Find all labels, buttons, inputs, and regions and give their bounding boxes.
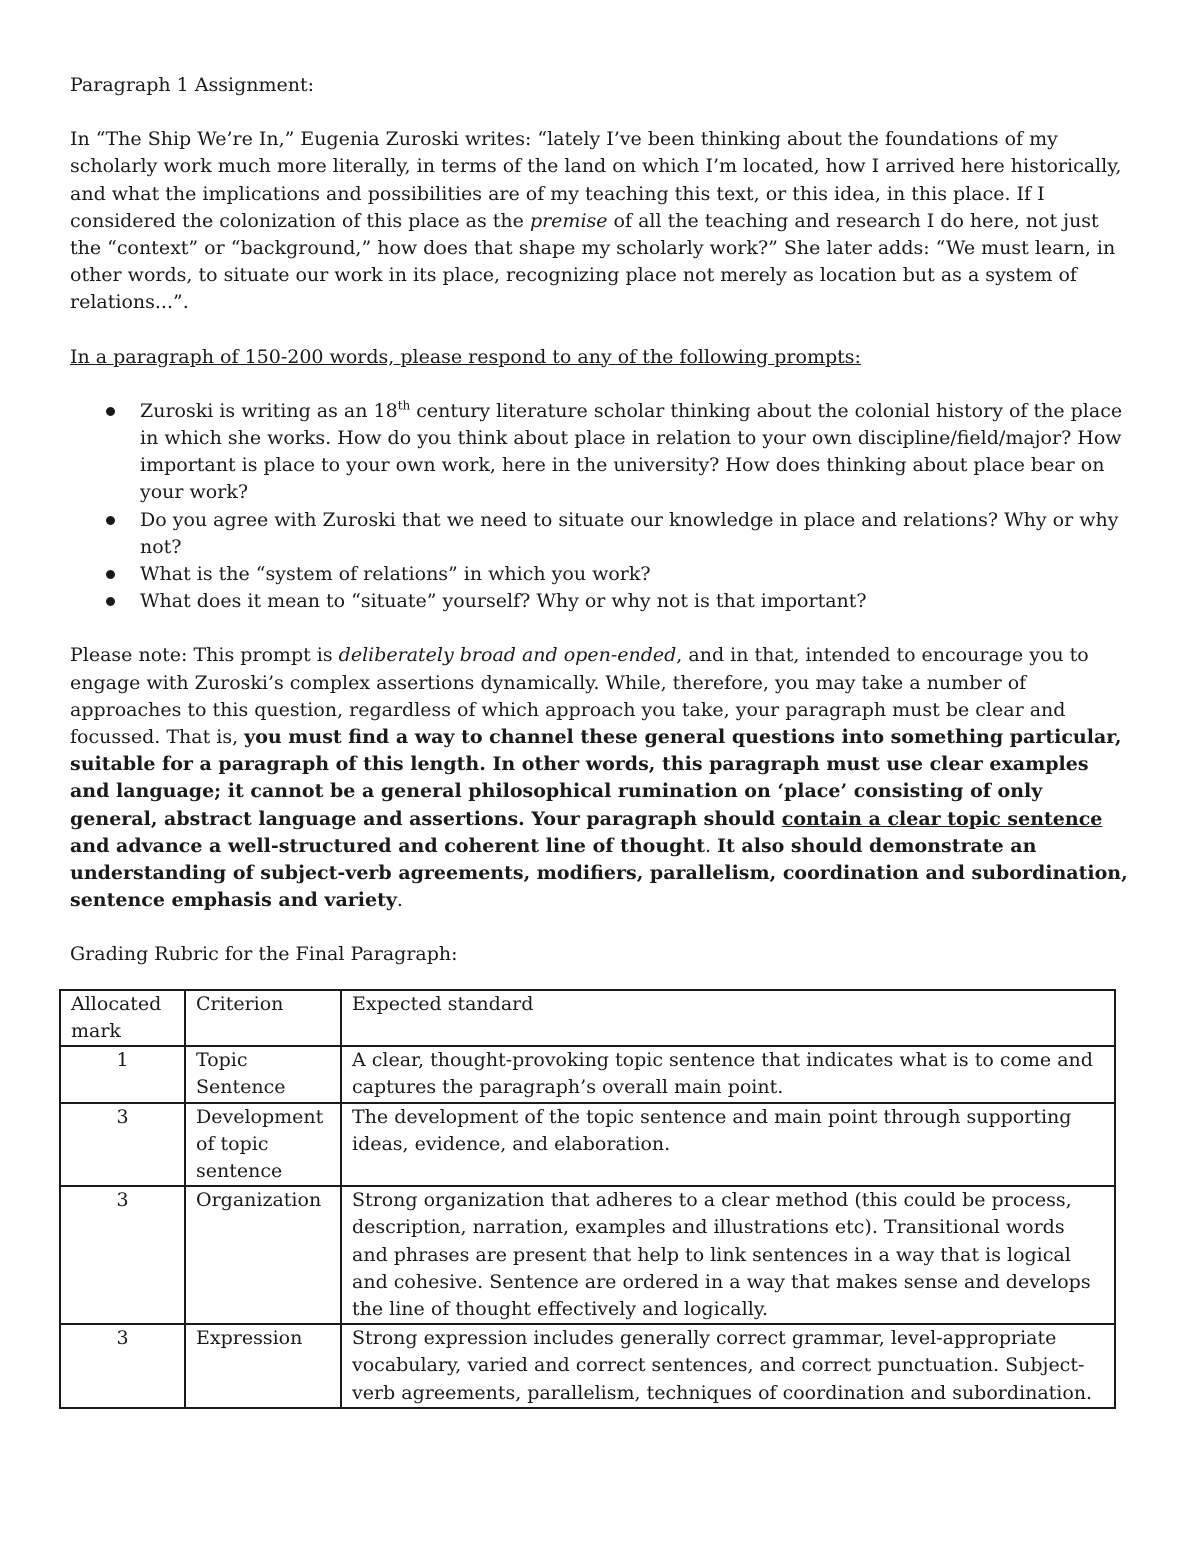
header-criterion: Criterion xyxy=(185,990,341,1046)
header-allocated-mark: Allocated mark xyxy=(60,990,185,1046)
rubric-criterion: Expression xyxy=(185,1324,341,1408)
rubric-standard: A clear, thought-provoking topic sentence that indicates what is to come and captures the paragraph’s overall main point. xyxy=(341,1046,1115,1102)
prompt-item xyxy=(140,561,1130,588)
header-expected-standard: Expected standard xyxy=(341,990,1115,1046)
rubric-row xyxy=(60,1324,1115,1408)
rubric-row xyxy=(60,1046,1115,1102)
rubric-criterion: Topic Sentence xyxy=(185,1046,341,1102)
bullet-icon xyxy=(106,407,115,416)
note-text-3: . xyxy=(705,834,718,857)
rubric-row xyxy=(60,1186,1115,1324)
prompt-1-text-b: century literature scholar thinking about the colonial history of the place in which she works. How do you think about place in relation to your own discipline/field/major? How important is place to your own work, here in the university? How does thinking about place bear on your work? xyxy=(140,399,1123,504)
rubric-header-row xyxy=(60,990,1115,1046)
rubric-standard: The development of the topic sentence and main point through supporting ideas, evidence, and elaboration. xyxy=(341,1103,1115,1187)
bullet-icon xyxy=(106,597,115,606)
note-italic: deliberately broad and open-ended xyxy=(338,644,677,667)
intro-text-2: of all the teaching and research I do here, not just the “context” or “background,” how does that shape my scholarly work?” She later adds: “We must learn, in other words, to situate our work in its place, recognizing place not merely as location but as a system of relations...”. xyxy=(70,209,1116,314)
prompt-4-text: What does it mean to “situate” yourself? Why or why not is that important? xyxy=(140,590,867,613)
rubric-mark: 1 xyxy=(60,1046,185,1102)
note-text-1: Please note: This prompt is xyxy=(70,644,339,667)
assignment-title: Paragraph 1 Assignment: xyxy=(70,74,315,96)
rubric-criterion: Development of topic sentence xyxy=(185,1103,341,1187)
rubric-mark: 3 xyxy=(60,1103,185,1187)
bullet-icon xyxy=(106,570,115,579)
rubric-table xyxy=(59,989,1116,1409)
prompt-item xyxy=(140,507,1130,561)
prompt-1-superscript: th xyxy=(397,398,411,413)
prompt-item xyxy=(140,588,1130,615)
rubric-mark: 3 xyxy=(60,1324,185,1408)
bullet-icon xyxy=(106,516,115,525)
prompt-2-text: Do you agree with Zuroski that we need to situate our knowledge in place and relations? Why or why not? xyxy=(140,508,1119,558)
note-bold-2: and advance a well-structured and coherent line of thought xyxy=(70,834,706,857)
note-bold-1: you must find a way to channel these general questions into something particular, suitable for a paragraph of this length. In other words, this paragraph must use clear examples and language; it cannot be a general philosophical rumination on ‘place’ consisting of only general, abstract language and assertions. Your paragraph should xyxy=(70,726,1122,830)
prompt-3-text: What is the “system of relations” in which you work? xyxy=(140,563,651,586)
rubric-row xyxy=(60,1103,1115,1187)
note-bold-3: It also should demonstrate an understanding of subject-verb agreements, modifiers, parallelism, coordination and subordination, sentence emphasis and variety xyxy=(70,834,1128,912)
intro-paragraph xyxy=(70,126,1130,316)
rubric-heading: Grading Rubric for the Final Paragraph: xyxy=(70,943,458,966)
rubric-standard: Strong organization that adheres to a clear method (this could be process, description, narration, examples and illustrations etc). Transitional words and phrases are present that help to link sentences in a way that is logical and cohesive. Sentence are ordered in a way that makes sense and develops the line of thought effectively and logically. xyxy=(341,1186,1115,1324)
note-text-2: , and in that, intended to encourage you to engage with Zuroski’s complex assertions dynamically. While, therefore, you may take a number of approaches to this question, regardless of which approach you take, your paragraph must be clear and focussed. That is, xyxy=(70,644,1089,749)
prompt-item xyxy=(140,398,1130,507)
rubric-standard: Strong expression includes generally correct grammar, level-appropriate vocabulary, varied and correct sentences, and correct punctuation. Subject-verb agreements, parallelism, techniques of coordination and subordination. xyxy=(341,1324,1115,1408)
prompt-1-text-a: Zuroski is writing as an 18 xyxy=(140,399,398,422)
note-paragraph xyxy=(70,642,1130,914)
note-text-4: . xyxy=(396,889,403,912)
prompt-heading: In a paragraph of 150-200 words, please respond to any of the following prompts: xyxy=(70,345,861,368)
note-bold-underline: contain a clear topic sentence xyxy=(781,807,1103,830)
intro-text-1: In “The Ship We’re In,” Eugenia Zuroski writes: “lately I’ve been thinking about the foundations of my scholarly work much more literally, in terms of the land on which I’m located, how I arrived here historically, and what the implications and possibilities are of my teaching this text, or this idea, in this place. If I considered the colonization of this place as the xyxy=(70,128,1122,232)
rubric-mark: 3 xyxy=(60,1186,185,1324)
intro-premise-italic: premise xyxy=(529,209,608,232)
prompt-list xyxy=(70,398,1130,616)
rubric-criterion: Organization xyxy=(185,1186,341,1324)
